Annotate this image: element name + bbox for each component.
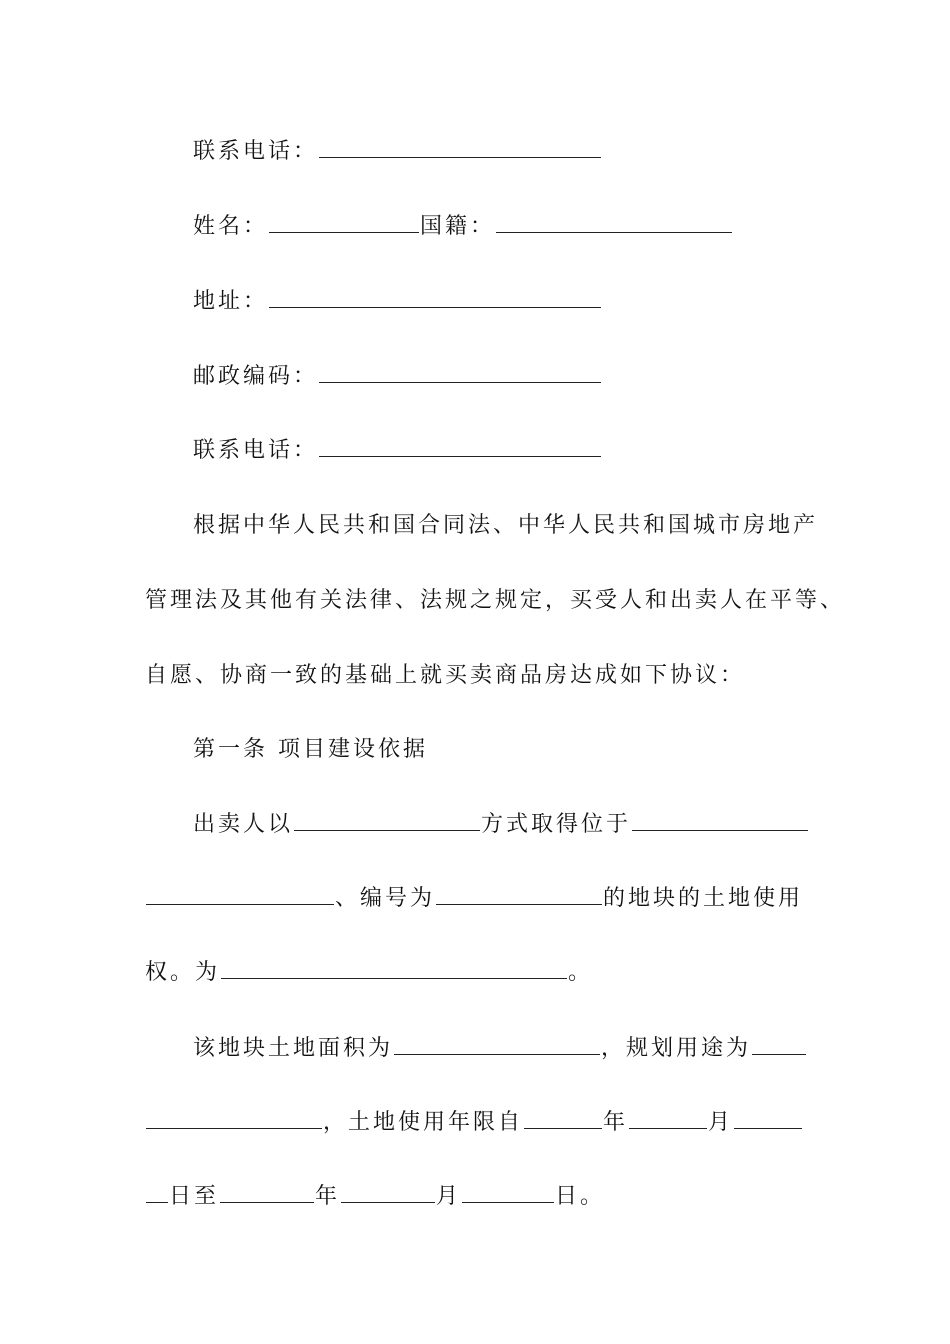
article-1-p1-line-2 (145, 884, 803, 914)
name-label: 姓名： (193, 214, 269, 239)
method-blank[interactable] (294, 810, 480, 831)
text: 权。为 (145, 960, 221, 985)
preamble-line-1: 根据中华人民共和国合同法、中华人民共和国城市房地产 (193, 513, 819, 538)
postal-blank[interactable] (319, 362, 601, 383)
address-field (193, 287, 602, 317)
purpose-blank[interactable] (221, 958, 567, 979)
area-blank[interactable] (394, 1034, 600, 1055)
end-day-blank[interactable] (462, 1182, 554, 1203)
start-day-blank[interactable] (734, 1108, 802, 1129)
text: 、编号为 (335, 886, 436, 911)
location-blank-cont[interactable] (146, 884, 334, 905)
phone-blank[interactable] (319, 137, 601, 158)
text: 该地块土地面积为 (193, 1036, 394, 1061)
name-nationality-field (193, 212, 733, 242)
text: 方式取得位于 (481, 812, 632, 837)
text: 。 (568, 960, 594, 985)
use-blank-cont[interactable] (146, 1108, 322, 1129)
text: 出卖人以 (193, 812, 294, 837)
phone-field-2 (193, 436, 602, 466)
name-blank[interactable] (269, 212, 419, 233)
start-year-blank[interactable] (524, 1108, 602, 1129)
article-1-p2-line-2 (145, 1108, 803, 1138)
text: 年 (315, 1184, 341, 1209)
article-1-p2-line-1 (193, 1034, 807, 1064)
postal-field (193, 362, 602, 392)
end-year-blank[interactable] (220, 1182, 314, 1203)
article-1-p2-line-3 (145, 1182, 605, 1212)
start-day-blank-cont[interactable] (146, 1182, 168, 1203)
text: 日。 (555, 1184, 606, 1209)
text: 年 (603, 1110, 629, 1135)
address-label: 地址： (193, 289, 269, 314)
preamble-line-3: 自愿、协商一致的基础上就买卖商品房达成如下协议： (145, 663, 746, 688)
postal-label: 邮政编码： (193, 364, 319, 389)
nationality-label: 国籍： (420, 214, 496, 239)
nationality-blank[interactable] (496, 212, 732, 233)
address-blank[interactable] (269, 287, 601, 308)
text: 的地块的土地使用 (603, 886, 804, 911)
text: ，土地使用年限自 (323, 1110, 524, 1135)
text: 月 (436, 1184, 462, 1209)
text: ，规划用途为 (601, 1036, 752, 1061)
use-blank[interactable] (752, 1034, 806, 1055)
plot-number-blank[interactable] (436, 884, 602, 905)
phone-blank[interactable] (319, 436, 601, 457)
end-month-blank[interactable] (341, 1182, 435, 1203)
text: 日至 (169, 1184, 220, 1209)
text: 月 (708, 1110, 734, 1135)
article-1-heading: 第一条 项目建设依据 (193, 737, 428, 762)
phone-label: 联系电话： (193, 438, 319, 463)
start-month-blank[interactable] (629, 1108, 707, 1129)
phone-label: 联系电话： (193, 139, 319, 164)
article-1-p1-line-1 (193, 810, 809, 840)
preamble-line-2: 管理法及其他有关法律、法规之规定，买受人和出卖人在平等、 (145, 588, 846, 613)
location-blank[interactable] (632, 810, 808, 831)
article-1-p1-line-3 (145, 958, 593, 988)
phone-field-1 (193, 137, 602, 167)
